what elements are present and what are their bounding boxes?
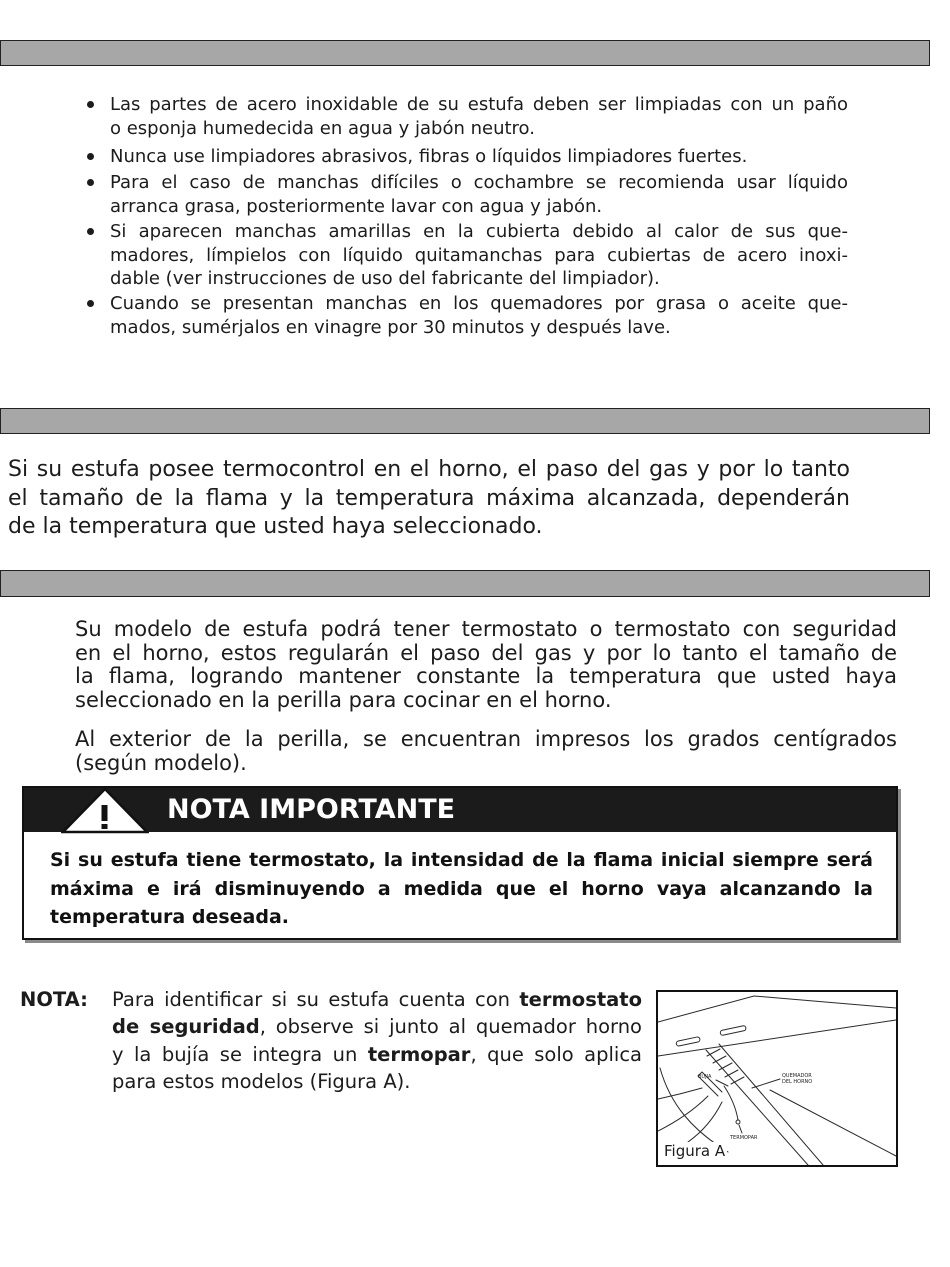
paragraph-line: en el horno, estos regularán el paso del gas y por lo tanto el tamaño de	[75, 640, 897, 665]
note-line: máxima e irá disminuyendo a medida que el horno vaya alcanzando la	[50, 877, 873, 900]
wire	[658, 1088, 702, 1099]
paragraph-line: el tamaño de la flama y la temperatura máxima alcanzada, dependerán	[8, 485, 850, 511]
paragraph-line: (según modelo).	[75, 750, 247, 775]
bullet-dot-icon	[87, 228, 94, 235]
thermocouple	[724, 1086, 738, 1120]
section-bar-termostato	[0, 570, 930, 597]
lower-floor-edge	[770, 1090, 896, 1156]
figure-a	[656, 990, 898, 1167]
figure-label-quemador: DEL HORNO	[782, 1079, 813, 1085]
paragraph-line: Al exterior de la perilla, se encuentran impresos los grados centígrados	[75, 727, 897, 751]
nota-text-segment: , observe si junto al quemador horno	[259, 1015, 642, 1039]
nota-line	[112, 1013, 642, 1040]
figure-label-bujia: BUJIA	[698, 1074, 712, 1080]
termostato-paragraph-1	[75, 618, 897, 712]
figure-caption: Figura A	[664, 1142, 726, 1160]
cleaning-bullet-4	[110, 220, 848, 291]
important-note-text	[50, 846, 873, 932]
oven-floor-back-edge	[658, 996, 896, 1022]
section-bar-cleaning	[0, 40, 930, 66]
nota-line	[112, 986, 642, 1013]
bullet-line: Las partes de acero inoxidable de su estufa deben ser limpiadas con un paño	[110, 94, 848, 115]
nota-bold-term: termopar	[367, 1042, 471, 1066]
bullet-dot-icon	[87, 101, 94, 108]
nota-label: NOTA:	[20, 988, 88, 1011]
nota-bold-term: de seguridad	[112, 1015, 260, 1039]
burner-tube-bottom	[719, 1044, 823, 1165]
paragraph-line: Si su estufa posee termocontrol en el horno, el paso del gas y por lo tanto	[8, 457, 850, 482]
bullet-line: Nunca use limpiadores abrasivos, fibras o líquidos limpiadores fuertes.	[110, 146, 748, 167]
cleaning-bullet-3	[110, 171, 848, 218]
bullet-line: dable (ver instrucciones de uso del fabricante del limpiador).	[110, 268, 660, 289]
cleaning-bullet-1	[110, 93, 848, 140]
nota-line	[112, 1068, 642, 1095]
bullet-line: o esponja humedecida en agua y jabón neutro.	[110, 117, 535, 139]
figure-label-termopar: TERMOPAR	[730, 1135, 758, 1141]
bullet-dot-icon	[87, 153, 94, 160]
bullet-dot-icon	[87, 300, 94, 307]
paragraph-line: la flama, logrando mantener constante la temperatura que usted haya	[75, 664, 897, 688]
nota-text-segment: Para identificar si su estufa cuenta con	[112, 988, 510, 1011]
termostato-paragraph-2	[75, 728, 897, 775]
burner-slot	[720, 1025, 746, 1035]
bullet-line: madores, límpielos con líquido quitamanchas para cubiertas de acero inoxi-	[110, 244, 848, 266]
cleaning-bullet-2	[110, 145, 848, 169]
bullet-line: Cuando se presentan manchas en los quemadores por grasa o aceite que-	[110, 293, 848, 314]
nota-bold-term: termostato	[519, 988, 643, 1011]
paragraph-line: seleccionado en la perilla para cocinar en el horno.	[75, 687, 612, 712]
bullet-line: Si aparecen manchas amarillas en la cubierta debido al calor de sus que-	[110, 221, 848, 242]
termocontrol-paragraph	[8, 456, 850, 542]
important-note-header	[24, 788, 896, 832]
nota-text-segment: y la bujía se integra un	[112, 1042, 358, 1066]
label-leader	[752, 1079, 780, 1088]
note-line: temperatura deseada.	[50, 906, 290, 928]
important-note-title: NOTA IMPORTANTE	[167, 794, 456, 825]
important-note-box	[22, 786, 898, 940]
burner-slot	[676, 1037, 701, 1047]
paragraph-line: de la temperatura que usted haya seleccionado.	[8, 514, 543, 539]
bullet-line: Para el caso de manchas difíciles o cochambre se recomienda usar líquido	[110, 172, 848, 193]
bullet-dot-icon	[87, 179, 94, 186]
label-leader	[716, 1080, 728, 1086]
figure-label-quemador: QUEMADOR	[782, 1073, 812, 1079]
section-bar-termocontrol	[0, 408, 930, 434]
paragraph-line: Su modelo de estufa podrá tener termostato o termostato con seguridad	[75, 617, 897, 641]
nota-text-segment: para estos modelos (Figura A).	[112, 1069, 411, 1093]
cleaning-bullet-5	[110, 292, 848, 339]
warning-triangle-icon	[61, 787, 149, 834]
note-line: Si su estufa tiene termostato, la intensidad de la flama inicial siempre será	[50, 849, 873, 871]
nota-line	[112, 1041, 642, 1068]
bullet-line: mados, sumérjalos en vinagre por 30 minutos y después lave.	[110, 316, 671, 338]
label-leader	[739, 1125, 742, 1133]
figure-a-drawing	[658, 992, 896, 1165]
nota-text-segment: , que solo aplica	[470, 1042, 643, 1066]
nota-text	[112, 986, 642, 1095]
bullet-line: arranca grasa, posteriormente lavar con agua y jabón.	[110, 195, 603, 217]
